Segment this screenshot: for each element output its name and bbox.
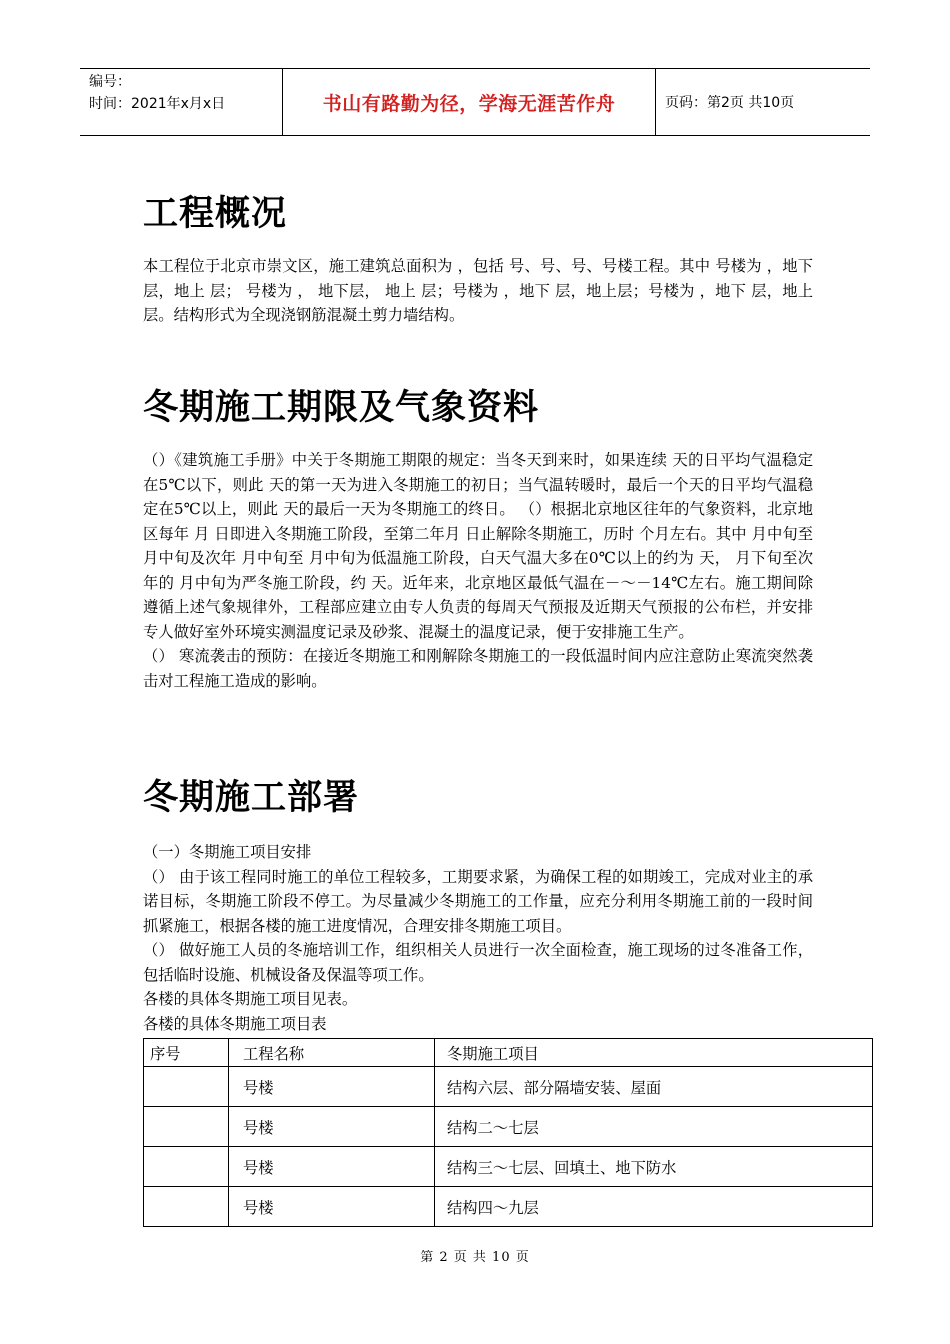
header-motto: 书山有路勤为径，学海无涯苦作舟 [282, 69, 656, 135]
cell-index [144, 1067, 229, 1107]
header-time: 时间：2021年x月x日 [89, 96, 226, 112]
table-caption: 各楼的具体冬期施工项目表 [143, 1014, 327, 1033]
header-meta [80, 69, 282, 135]
cell-index [144, 1187, 229, 1227]
cell-items: 结构二～七层 [435, 1107, 873, 1147]
paragraph: （） 寒流袭击的预防：在接近冬期施工和刚解除冬期施工的一段低温时间内应注意防止寒流突然袭击对工程施工造成的影响。 [143, 647, 813, 690]
paragraph: （一）冬期施工项目安排 [143, 843, 312, 861]
table-row [144, 1107, 873, 1147]
paragraph: （） 做好施工人员的冬施培训工作，组织相关人员进行一次全面检查，施工现场的过冬准备工作，包括临时设施、机械设备及保温等项工作。 [143, 941, 813, 984]
column-header-index: 序号 [144, 1039, 229, 1067]
cell-project: 号楼 [229, 1147, 435, 1187]
cell-project: 号楼 [229, 1187, 435, 1227]
table-row [144, 1187, 873, 1227]
column-header-items: 冬期施工项目 [435, 1039, 873, 1067]
section-title-deployment: 冬期施工部署 [143, 778, 360, 818]
cell-project: 号楼 [229, 1107, 435, 1147]
cell-items: 结构三～七层、回填土、地下防水 [435, 1147, 873, 1187]
header-page-label: 页码：第2页 共10页 [665, 95, 795, 111]
paragraph: 本工程位于北京市崇文区，施工建筑总面积为 ，包括 号、号、号、号楼工程。其中 号楼为 ，地下 层，地上 层； 号楼为 ， 地下层， 地上 层；号楼为 ，地下 层，地上层；号楼为 ，地下 层，地上 层。结构形式为全现浇钢筋混凝土剪力墙结构。 [143, 257, 813, 324]
table-row [144, 1147, 873, 1187]
section-body-weather [143, 448, 813, 693]
table-row [144, 1067, 873, 1107]
cell-project: 号楼 [229, 1067, 435, 1107]
cell-index [144, 1107, 229, 1147]
cell-items: 结构四～九层 [435, 1187, 873, 1227]
page-header [80, 68, 870, 136]
section-body-deployment [143, 840, 813, 1036]
paragraph: （）《建筑施工手册》中关于冬期施工期限的规定：当冬天到来时，如果连续 天的日平均气温稳定在5℃以下，则此 天的第一天为进入冬期施工的初日；当气温转暖时，最后一个天的日平均气温稳定在5℃以上，则此 天的最后一天为冬期施工的终日。 （）根据北京地区往年的气象资料，北京地区每年 月 日即进入冬期施工阶段，至第二年月 日止解除冬期施工，历时 个月左右。其中 月中旬至 月中旬及次年 月中旬至 月中旬为低温施工阶段，白天气温大多在0℃以上的约为 天， 月下旬至次年的 月中旬为严冬施工阶段，约 天。近年来，北京地区最低气温在－～－14℃左右。施工期间除遵循上述气象规律外，工程部应建立由专人负责的每周天气预报及近期天气预报的公布栏，并安排专人做好室外环境实测温度记录及砂浆、混凝土的温度记录，便于安排施工生产。 [143, 451, 813, 641]
column-header-project: 工程名称 [229, 1039, 435, 1067]
header-number: 编号： [89, 74, 131, 90]
winter-items-table [143, 1038, 873, 1227]
page-footer: 第 2 页 共 10 页 [420, 1250, 530, 1265]
table-header-row [144, 1039, 873, 1067]
cell-index [144, 1147, 229, 1187]
section-title-weather: 冬期施工期限及气象资料 [143, 388, 540, 428]
paragraph: （） 由于该工程同时施工的单位工程较多，工期要求紧，为确保工程的如期竣工，完成对业主的承诺目标，冬期施工阶段不停工。为尽量减少冬期施工的工作量，应充分利用冬期施工前的一段时间抓紧施工，根据各楼的施工进度情况，合理安排冬期施工项目。 [143, 867, 813, 935]
paragraph: 各楼的具体冬期施工项目见表。 [143, 990, 358, 1008]
cell-items: 结构六层、部分隔墙安装、屋面 [435, 1067, 873, 1107]
section-title-overview: 工程概况 [143, 194, 288, 234]
section-body-overview [143, 254, 813, 328]
